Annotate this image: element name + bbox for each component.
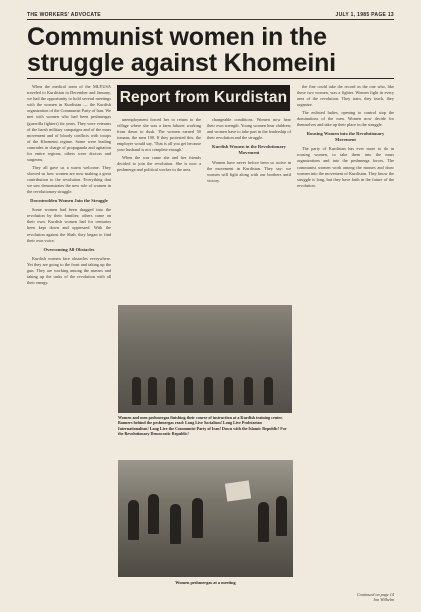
body-paragraph: the fine could take the record as the one who, like these two women, was a fighter. Women fight in every area of the revolution. They train, they teach, they organize. <box>297 84 394 108</box>
section-banner: Report from Kurdistan <box>117 85 290 111</box>
body-paragraph: The party of Kurdistan has ever more to do in rousing women, to take them into the mass organizations and into the peshmerga forces. The communist women work among the masses and draw women into the movement of Kurdistan. They know the struggle is long, but they have faith in the future of the revolution. <box>297 146 394 188</box>
training-photo <box>118 305 292 413</box>
masthead-rule <box>27 19 394 20</box>
body-paragraph: Some women had been dragged into the revolution by their families; others came on their own. Kurdish women had for centuries been kept down and oppressed. With the revolution against the Shah, they began to find their own voice. <box>27 207 111 243</box>
figure <box>264 377 273 405</box>
body-paragraph: Kurdish women face obstacles everywhere. Yet they are going to the front and taking up the gun. They are working among the masses and taking up the tasks of the revolution with all their energy. <box>27 255 111 286</box>
article-column-4 <box>297 84 394 594</box>
body-paragraph: Women have never before been so active in the movement in Kurdistan. They say: we women will fight along with our brothers until victory. <box>207 159 291 183</box>
figure <box>170 504 181 544</box>
protest-sign <box>225 480 251 501</box>
publication-name: THE WORKERS' ADVOCATE <box>27 12 101 18</box>
headline-rule <box>27 78 394 79</box>
article-column-3 <box>207 117 291 303</box>
figure <box>204 377 213 405</box>
body-paragraph: When the war came she and her friends decided to join the revolution. She is now a peshmerga and political worker in the area. <box>117 154 201 173</box>
meeting-photo <box>118 460 293 577</box>
article-column-1 <box>27 84 111 594</box>
continued-note <box>297 592 394 602</box>
figure <box>132 377 141 405</box>
figure <box>276 496 287 536</box>
figure <box>258 502 269 542</box>
figure <box>166 377 175 405</box>
author-byline: Jon Wilhelm <box>373 597 394 602</box>
masthead <box>27 10 394 20</box>
subheading: Overcoming All Obstacles <box>43 246 95 252</box>
subheading: Downtrodden Women Join the Struggle <box>30 198 108 204</box>
figure <box>192 498 203 538</box>
subheading: Kurdish Women in the Revolutionary Movement <box>212 144 286 156</box>
body-paragraph: changeable conditions. Women now hear their own strength. Young women hear children; and women have to take part in the leadership of their revolution and the struggle. <box>207 117 291 141</box>
continued-text: Continued on page 14 <box>356 592 394 597</box>
article-column-2 <box>117 117 201 303</box>
body-paragraph: When the medical team of the MLP,USA traveled to Kurdistan in December and January, we had the opportunity to hold several meetings with the women in Kurdistan — the Kurdish organization of the Communist Party of Iran. We met with women who had been peshmergas (guerrilla fighters) for years. They were veterans of the harsh military campaigns and of the mass movement and of bloody conflicts with troops of the Khomeini regime. Some were leading comrades in charge of propaganda and agitation for entire regions; others were doctors and surgeons. <box>27 84 111 163</box>
figure <box>224 377 233 405</box>
figure <box>244 377 253 405</box>
figure <box>184 377 193 405</box>
figure <box>128 500 139 540</box>
article-headline: Communist women in the struggle against Khomeini <box>27 23 336 77</box>
training-photo-caption: Women and men peshmergas finishing their course of instruction at a Kurdish training center. Banners behind the peshmergas read: Long Live Socialism! Long Live Proletarian Internationalism! Long Live the Communist Party of Iran! Down with the Islamic Republic! For the Revolutionary Democratic Republic! <box>118 415 287 436</box>
meeting-photo-caption: Women peshmergas at a meeting <box>175 580 236 585</box>
figure <box>148 494 159 534</box>
body-paragraph: The enlisted ladies, opening to control stop the dominations of the men. Women now decide for themselves and take up their place in the struggle. <box>297 109 394 127</box>
body-paragraph: unemployment forced her to return to the village where she was a farm laborer working from dawn to dusk. The women earned 50 tomans, the men 100. If they protested this, the employer would say, 'That is all you get because your husband is not complete enough.' <box>117 117 201 153</box>
date-page-number: JULY 1, 1985 PAGE 13 <box>335 12 394 18</box>
subheading: Rousing Women into the Revolutionary Movement <box>306 131 385 143</box>
body-paragraph: They all gave us a warm welcome. They showed us how women are now making a great contribution to the revolution. Everything that we saw demonstrates the new role of women in the revolutionary struggle. <box>27 164 111 194</box>
figure <box>148 377 157 405</box>
